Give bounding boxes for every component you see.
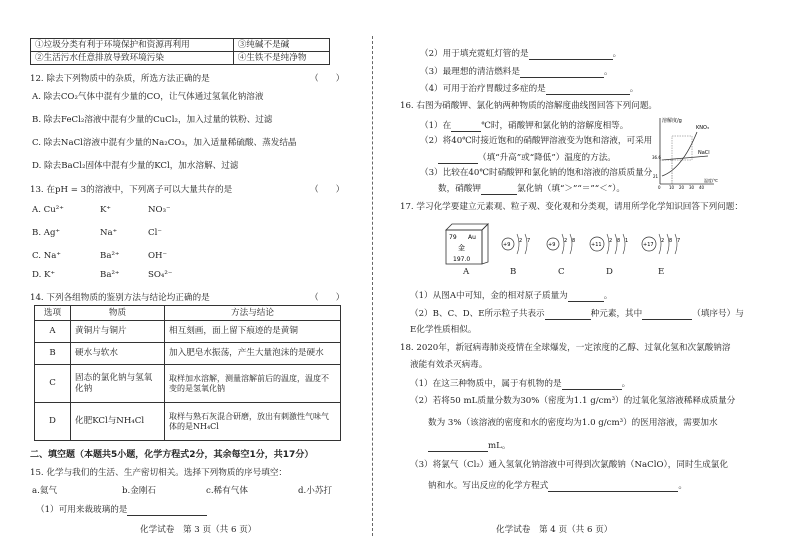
table-cell: 加入肥皂水振荡，产生大量泡沫的是硬水 — [165, 343, 341, 365]
answer-blank[interactable] — [545, 308, 591, 320]
nacl-label: NaCl — [698, 150, 710, 156]
x-axis-label: 温度/℃ — [704, 178, 718, 183]
atom-diagram-c — [545, 230, 585, 258]
choice-option: a.氦气 — [32, 486, 58, 496]
question-14-stem: 14. 下列各组物质的鉴别方法与结论均正确的是 — [30, 293, 210, 303]
option-b: B. 除去FeCl₂溶液中混有少量的CuCl₂，加入过量的铁粉、过滤 — [32, 115, 273, 125]
sub-question-text: 钠和水。写出反应的化学方程式 — [428, 481, 549, 491]
sub-question: （3）最理想的清洁燃料是 。 — [420, 67, 613, 77]
shell-count: 2 — [609, 238, 613, 244]
table-cell: 固态的氯化钠与氢氧化钠 — [71, 365, 165, 403]
table-header: 物质 — [71, 306, 165, 321]
choice-option: b.金刚石 — [122, 486, 157, 496]
shell-count: 2 — [564, 238, 568, 244]
sub-question-text: （2）B、C、D、E所示粒子共表示 — [410, 309, 545, 319]
choice-option: d.小苏打 — [298, 486, 333, 496]
nucleus-charge: +17 — [643, 242, 654, 248]
sub-question — [36, 504, 207, 516]
sub-question-text: ℃时，硝酸钾和氯化钠的溶解度相等。 — [481, 121, 629, 131]
question-15-stem: 15. 化学与我们的生活、生产密切相关。选择下列物质的序号填空： — [30, 468, 288, 478]
shell-count: 2 — [519, 238, 523, 244]
grid-box — [672, 136, 692, 160]
sub-question-text: （1）从图A中可知，金的相对原子质量为 — [410, 291, 568, 301]
sub-question-text: 。 — [603, 291, 613, 301]
sub-question: （2）用于填充霓虹灯管的是 。 — [420, 49, 622, 59]
shell-count: 8 — [572, 238, 576, 244]
element-symbol: Au — [468, 234, 476, 241]
ion-option: Na⁺ — [100, 228, 118, 238]
sub-question-text: （1）在 — [420, 121, 452, 131]
sub-question-text: （1）可用来裁玻璃的是 — [36, 505, 128, 515]
sub-question-text: （2）用于填充霓虹灯管的是 — [420, 49, 529, 59]
y-tick-label: 36.6 — [652, 155, 661, 160]
answer-paren: （ ） — [310, 293, 345, 303]
sub-question — [410, 378, 630, 390]
section-heading: 二、填空题（本题共5小题，化学方程式2分，其余每空1分，共17分） — [30, 450, 314, 460]
choice-option: c.稀有气体 — [206, 486, 248, 496]
question-16-stem: 16. 右图为硝酸钾、氯化钠两种物质的溶解度曲线图回答下列问题。 — [400, 101, 658, 111]
page-footer: 化学试卷 第 4 页（共 6 页） — [496, 525, 613, 535]
statement-table — [30, 38, 330, 65]
ion-option: NO₃⁻ — [148, 205, 171, 215]
shell-count: 1 — [625, 238, 629, 244]
ion-option: D. K⁺ — [32, 270, 56, 280]
table-cell: 黄铜片与铜片 — [71, 321, 165, 343]
sub-question-text: 数，硝酸钾 — [438, 184, 481, 194]
atomic-number: 79 — [449, 234, 457, 241]
option-c: C. 除去NaCl溶液中混有少量的Na₂CO₃，加入适量稀硫酸、蒸发结晶 — [32, 138, 297, 148]
answer-blank[interactable] — [451, 120, 481, 132]
identification-table — [34, 305, 341, 441]
table-cell: B — [35, 343, 71, 365]
answer-blank[interactable] — [428, 440, 488, 452]
nucleus-charge: +9 — [503, 242, 511, 248]
sub-question — [420, 120, 628, 132]
page-divider — [372, 36, 373, 536]
question-17-stem: 17. 学习化学要建立元素观、粒子观、变化观和分类观，请用所学化学知识回答下列问题： — [400, 202, 743, 212]
answer-blank[interactable] — [520, 66, 604, 78]
sub-question: 数为 3%（该溶液的密度和水的密度均为1.0 g/cm³）的医用溶液，需要加水 — [428, 418, 718, 428]
question-18-stem: 18. 2020年，新冠病毒肺炎疫情在全球爆发，一定浓度的乙醇、过氧化氢和次氯酸钠溶 — [400, 343, 731, 353]
table-cell: A — [35, 321, 71, 343]
sub-question — [438, 152, 616, 164]
answer-blank[interactable] — [548, 480, 678, 492]
nucleus-charge: +11 — [591, 242, 602, 248]
diagram-label: B — [510, 267, 517, 277]
sub-question-text: （3）最理想的清洁燃料是 — [420, 67, 520, 77]
ion-option: A. Cu²⁺ — [32, 205, 64, 215]
page-footer: 化学试卷 第 3 页（共 6 页） — [140, 525, 257, 535]
ion-option: Ba²⁺ — [100, 270, 120, 280]
x-tick-label: 30 — [689, 185, 695, 190]
diagram-label: A — [463, 267, 470, 277]
nucleus-charge: +9 — [548, 242, 556, 248]
ion-option: Cl⁻ — [148, 228, 162, 238]
table-header: 选项 — [35, 306, 71, 321]
sub-question: E化学性质相似。 — [410, 325, 477, 335]
sub-question — [428, 480, 687, 492]
table-cell: C — [35, 365, 71, 403]
table-cell: D — [35, 403, 71, 441]
diagram-label: E — [658, 267, 665, 277]
sub-question: （2）若将50 mL质量分数为30%（密度为1.1 g/cm³）的过氧化氢溶液稀释成质量分 — [410, 396, 736, 406]
statement-cell: ④生铁不是纯净物 — [233, 52, 329, 65]
sub-question — [428, 440, 510, 452]
shell-count: 7 — [527, 238, 531, 244]
option-a: A. 除去CO₂气体中混有少量的CO，让气体通过氢氧化钠溶液 — [32, 92, 264, 102]
sub-question-text: 种元素，其中 — [590, 309, 643, 319]
answer-blank[interactable] — [127, 504, 207, 516]
table-cell: 硬水与软水 — [71, 343, 165, 365]
sub-question: （2）将40℃时接近饱和的硝酸钾溶液变为饱和溶液，可采用 — [420, 136, 653, 146]
sub-question: （3）将氯气（Cl₂）通入氢氧化钠溶液中可得到次氯酸钠（NaClO），同时生成氯化 — [410, 460, 728, 470]
answer-paren: （ ） — [310, 74, 345, 84]
table-cell: 取样与熟石灰混合研磨，放出有刺激性气味气体的是NH₄Cl — [165, 403, 341, 441]
statement-cell: ②生活污水任意排放导致环境污染 — [31, 52, 234, 65]
shell-count: 7 — [677, 238, 681, 244]
y-axis-label: 溶解度/g — [662, 118, 682, 124]
question-13-stem: 13. 在pH = 3的溶液中，下列离子可以大量共存的是 — [30, 185, 233, 195]
diagram-label: C — [558, 267, 565, 277]
atom-diagram-b — [500, 230, 540, 258]
shell-count: 2 — [661, 238, 665, 244]
atom-diagram-d — [588, 230, 638, 258]
answer-blank[interactable] — [529, 48, 613, 60]
x-tick-label: 10 — [669, 185, 675, 190]
shell-count: 8 — [617, 238, 621, 244]
table-cell: 化肥KCl与NH₄Cl — [71, 403, 165, 441]
answer-paren: （ ） — [310, 185, 345, 195]
option-d: D. 除去BaCl₂固体中混有少量的KCl，加水溶解、过滤 — [32, 161, 239, 171]
element-name: 金 — [458, 244, 465, 252]
answer-blank[interactable] — [438, 152, 478, 164]
y-tick-label: 21 — [653, 174, 659, 179]
answer-blank[interactable] — [568, 290, 604, 302]
sub-question-text: 。 — [621, 379, 631, 389]
diagram-label: D — [606, 267, 613, 277]
x-tick-label: 20 — [679, 185, 685, 190]
sub-question — [438, 183, 625, 195]
table-header: 方法与结论 — [165, 306, 341, 321]
x-tick-label: 40 — [699, 185, 705, 190]
sub-question — [410, 308, 744, 320]
solubility-graph — [652, 114, 718, 190]
sub-question-text: mL。 — [488, 441, 511, 451]
question-12-stem: 12. 除去下列物质中的杂质，所选方法正确的是 — [30, 74, 210, 84]
element-cell-gold — [444, 222, 490, 266]
shell-count: 8 — [669, 238, 673, 244]
nacl-curve — [662, 156, 708, 160]
sub-question-text: （4）可用于治疗胃酸过多症的是 — [420, 84, 546, 94]
question-18-stem-cont: 液能有效杀灭病毒。 — [410, 360, 488, 370]
statement-cell: ①垃圾分类有利于环境保护和资源再利用 — [31, 39, 234, 52]
sub-question: （4）可用于治疗胃酸过多症的是 。 — [420, 84, 639, 94]
statement-cell: ③纯碱不是碱 — [233, 39, 329, 52]
table-cell: 取样加水溶解，测量溶解前后的温度，温度不变的是氢氧化钠 — [165, 365, 341, 403]
sub-question-text: （填“升高”或“降低”）温度的方法。 — [478, 153, 616, 163]
table-cell: 相互刻画，面上留下痕迹的是黄铜 — [165, 321, 341, 343]
ion-option: B. Ag⁺ — [32, 228, 61, 238]
answer-blank[interactable] — [481, 183, 517, 195]
ion-option: K⁺ — [100, 205, 111, 215]
sub-question-text: 。 — [678, 481, 687, 491]
atomic-mass: 197.0 — [453, 256, 471, 263]
answer-blank[interactable] — [642, 308, 692, 320]
kno3-label: KNO₃ — [696, 125, 709, 131]
sub-question-text: （填序号）与 — [692, 309, 744, 319]
sub-question-text: （1）在这三种物质中，属于有机物的是 — [410, 379, 562, 389]
answer-blank[interactable] — [546, 83, 630, 95]
ion-option: C. Na⁺ — [32, 251, 61, 261]
sub-question: （3）比较在40℃时硝酸钾和氯化钠的饱和溶液的溶质质量分 — [420, 168, 653, 178]
x-tick-label: 0 — [658, 185, 661, 190]
ion-option: Ba²⁺ — [100, 251, 120, 261]
answer-blank[interactable] — [562, 378, 622, 390]
atom-diagram-e — [640, 230, 690, 258]
sub-question-text: 氯化钠（填“＞”“＝”“＜”）。 — [516, 184, 625, 194]
ion-option: SO₄²⁻ — [148, 270, 173, 280]
ion-option: OH⁻ — [148, 251, 168, 261]
sub-question — [410, 290, 612, 302]
